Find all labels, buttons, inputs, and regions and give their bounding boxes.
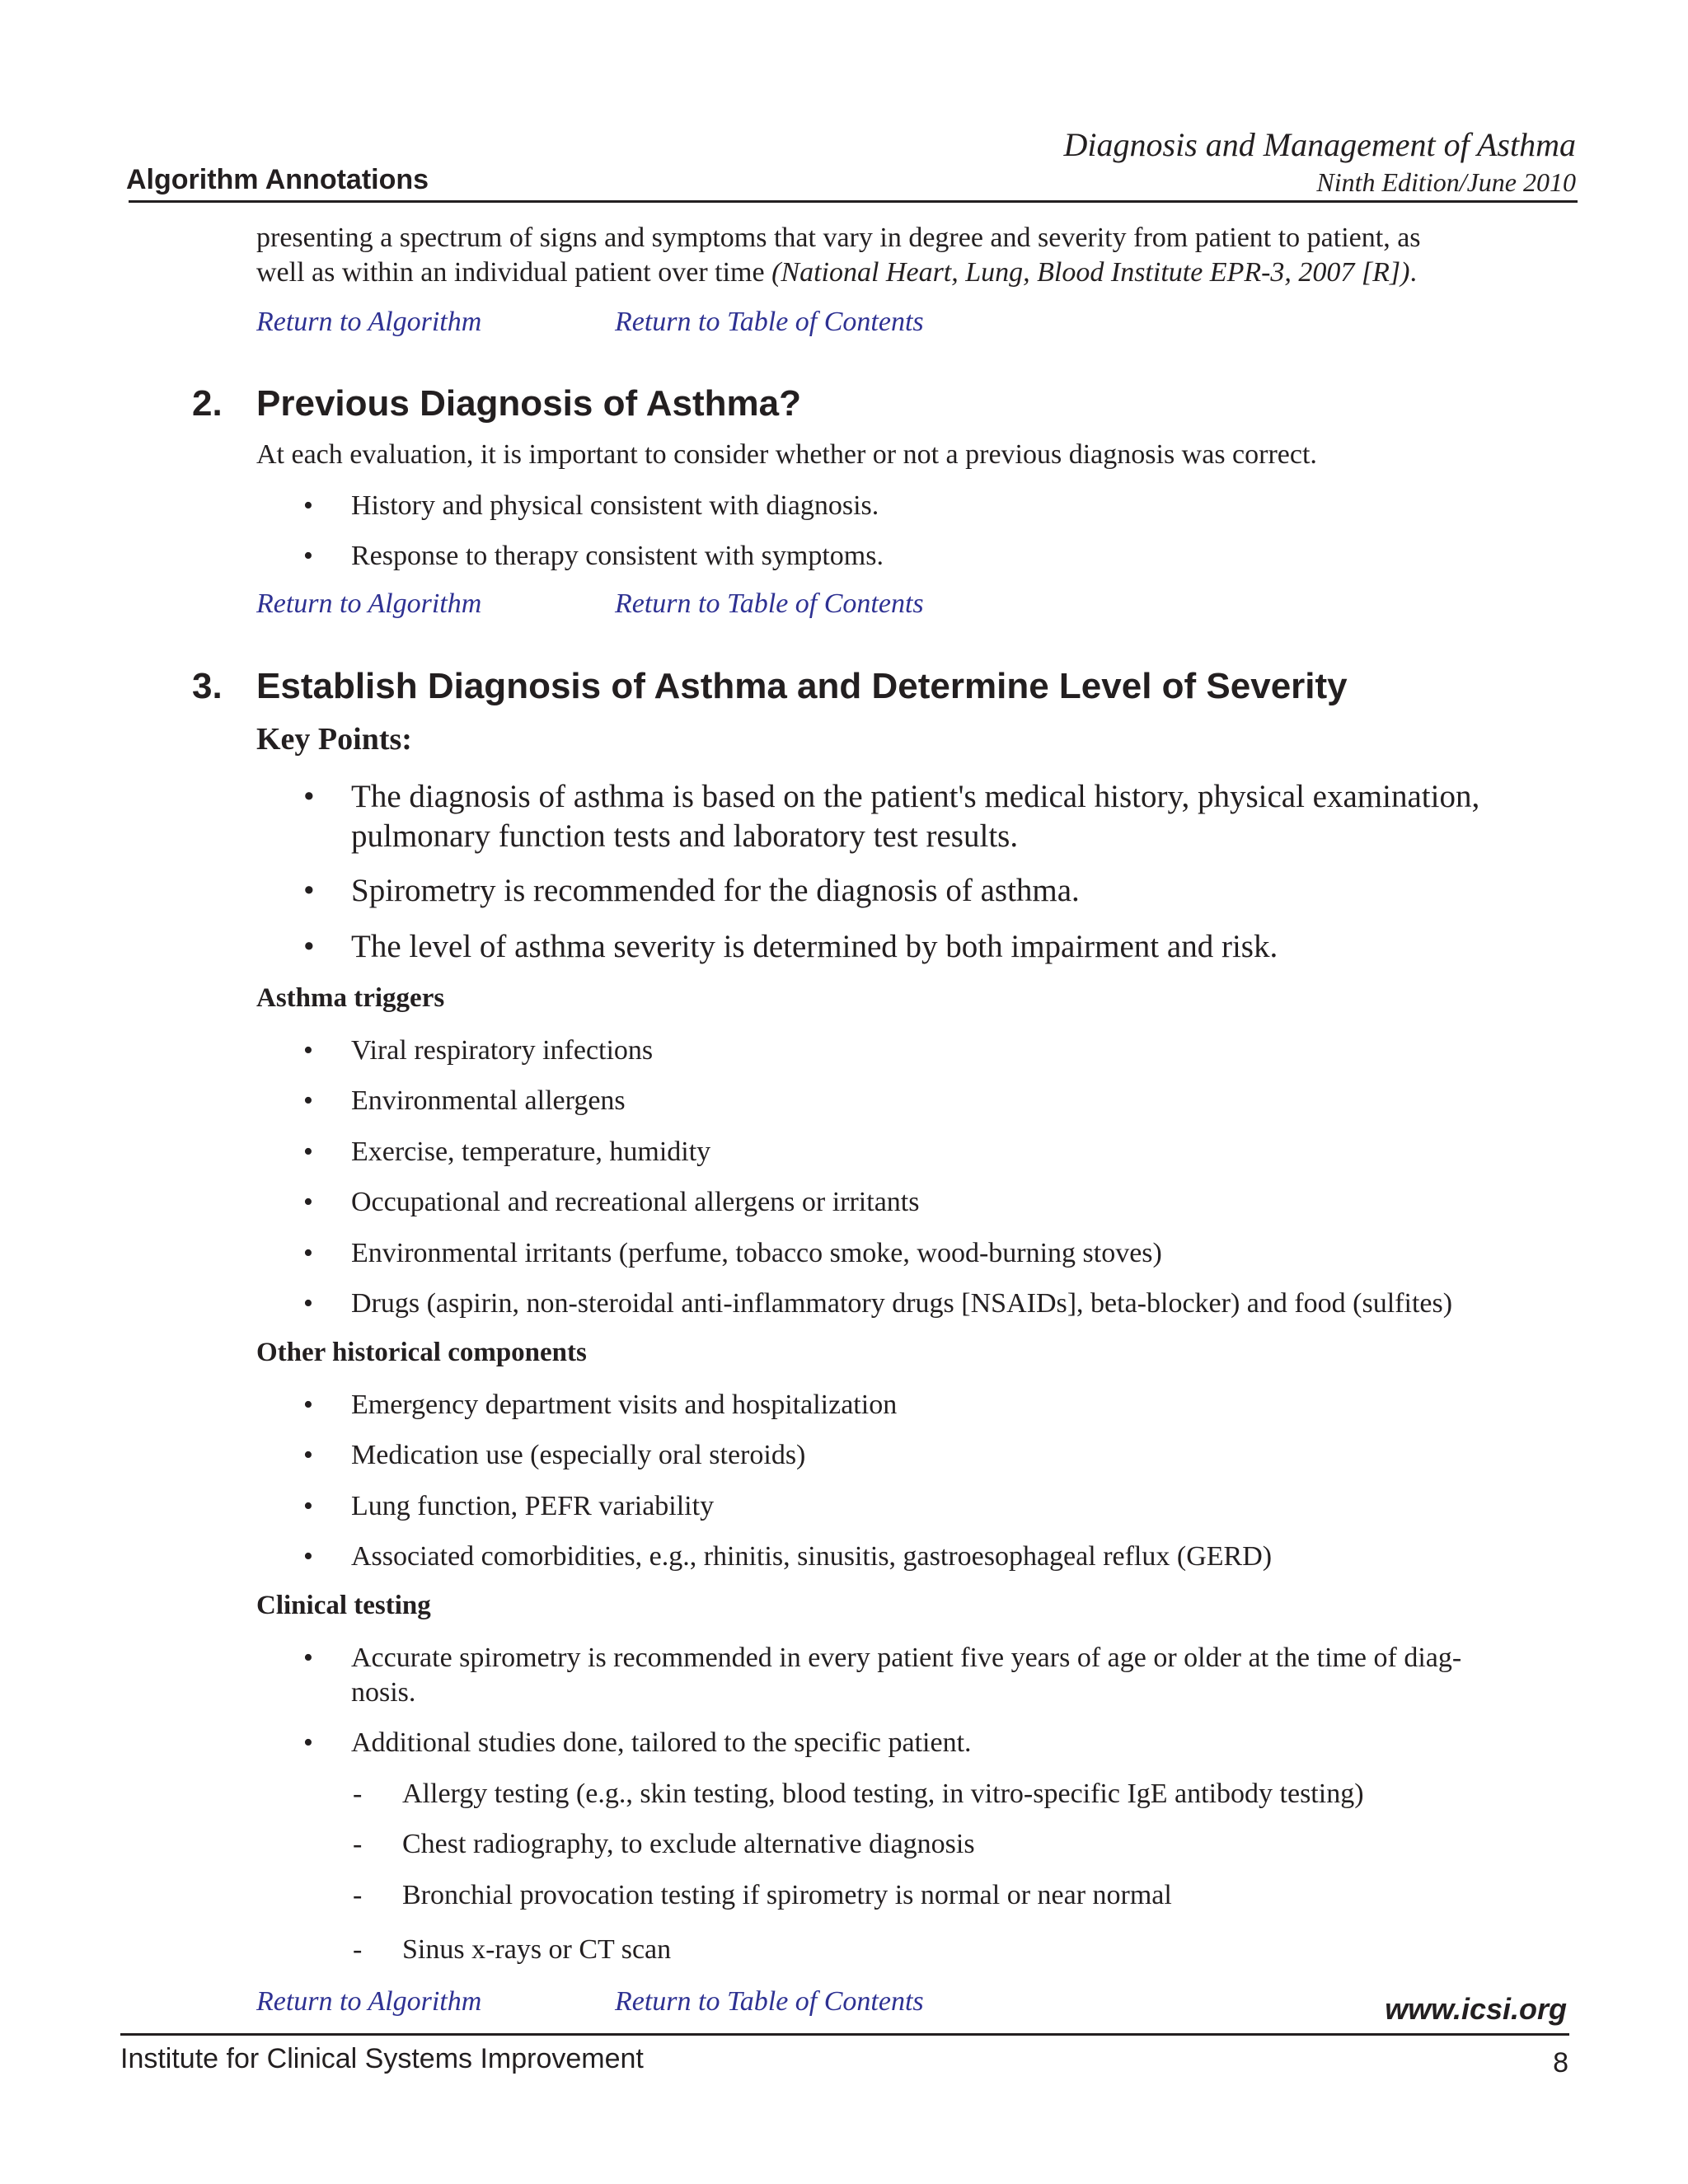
return-to-toc-link[interactable]: Return to Table of Contents (615, 588, 924, 619)
intro-line-2 (256, 255, 1417, 290)
list-item-text: Lung function, PEFR variability (351, 1491, 715, 1521)
section-3-number: 3. (192, 666, 223, 706)
list-item-text: Accurate spirometry is recommended in every patient five years of age or older at the time of diag- (351, 1643, 1462, 1673)
key-point-text: The diagnosis of asthma is based on the patient's medical history, physical examination, (351, 779, 1480, 814)
bullet-icon: • (303, 1390, 313, 1420)
list-item-text: Drugs (aspirin, non-steroidal anti-inflammatory drugs [NSAIDs], beta-blocker) and food (sulfites) (351, 1288, 1453, 1319)
footer-rule (120, 2033, 1569, 2036)
section-2-number: 2. (192, 383, 223, 424)
list-item-text: Environmental allergens (351, 1085, 626, 1116)
section-label: Algorithm Annotations (126, 164, 429, 195)
dash-icon: - (353, 1779, 363, 1809)
intro-text: well as within an individual patient over time (256, 257, 772, 288)
bullet-icon: • (303, 541, 313, 571)
list-item-text: Environmental irritants (perfume, tobacco smoke, wood-burning stoves) (351, 1238, 1162, 1268)
list-item-text: nosis. (351, 1677, 416, 1708)
section-3-title: Establish Diagnosis of Asthma and Determine Level of Severity (256, 666, 1348, 706)
list-item-text: Occupational and recreational allergens or irritants (351, 1187, 920, 1217)
citation: (National Heart, Lung, Blood Institute EPR-3, 2007 [R]) (771, 257, 1410, 288)
triggers-heading: Asthma triggers (256, 983, 445, 1013)
section-2-title: Previous Diagnosis of Asthma? (256, 383, 801, 424)
bullet-icon: • (303, 929, 315, 964)
section-2-intro: At each evaluation, it is important to consider whether or not a previous diagnosis was correct. (256, 439, 1317, 470)
bullet-icon: • (303, 779, 315, 814)
bullet-icon: • (303, 1440, 313, 1470)
list-item-text: Emergency department visits and hospitalization (351, 1390, 898, 1420)
key-points-heading: Key Points: (256, 722, 412, 757)
bullet-icon: • (303, 1643, 313, 1673)
dash-icon: - (353, 1829, 363, 1859)
list-item-text: History and physical consistent with diagnosis. (351, 490, 879, 521)
document-title: Diagnosis and Management of Asthma (1063, 126, 1576, 163)
sub-list-item-text: Chest radiography, to exclude alternative diagnosis (402, 1829, 975, 1859)
bullet-icon: • (303, 1491, 313, 1521)
list-item-text: Exercise, temperature, humidity (351, 1137, 711, 1167)
sub-list-item-text: Sinus x-rays or CT scan (402, 1934, 672, 1965)
key-point-text: Spirometry is recommended for the diagnosis of asthma. (351, 873, 1080, 908)
bullet-icon: • (303, 490, 313, 521)
sub-list-item-text: Allergy testing (e.g., skin testing, blood testing, in vitro-specific IgE antibody testing) (402, 1779, 1364, 1809)
return-to-toc-link[interactable]: Return to Table of Contents (615, 307, 924, 337)
dash-icon: - (353, 1880, 363, 1910)
list-item-text: Associated comorbidities, e.g., rhinitis, sinusitis, gastroesophageal reflux (GERD) (351, 1541, 1273, 1572)
institute-name: Institute for Clinical Systems Improvement (120, 2043, 644, 2074)
key-point-text: The level of asthma severity is determined by both impairment and risk. (351, 929, 1278, 964)
bullet-icon: • (303, 1187, 313, 1217)
return-to-toc-link[interactable]: Return to Table of Contents (615, 1986, 924, 2017)
intro-period: . (1409, 257, 1417, 288)
key-point-text: pulmonary function tests and laboratory test results. (351, 818, 1019, 854)
website-link[interactable]: www.icsi.org (1385, 1992, 1567, 2026)
return-to-algorithm-link[interactable]: Return to Algorithm (256, 307, 482, 337)
bullet-icon: • (303, 1238, 313, 1268)
clinical-heading: Clinical testing (256, 1591, 431, 1620)
page-number: 8 (1553, 2047, 1568, 2079)
list-item-text: Medication use (especially oral steroids) (351, 1440, 806, 1470)
historical-heading: Other historical components (256, 1338, 587, 1367)
bullet-icon: • (303, 1288, 313, 1319)
dash-icon: - (353, 1934, 363, 1965)
list-item-text: Response to therapy consistent with symptoms. (351, 541, 884, 571)
edition-label: Ninth Edition/June 2010 (1316, 167, 1576, 197)
intro-line-1: presenting a spectrum of signs and symptoms that vary in degree and severity from patient to patient, as (256, 223, 1421, 253)
bullet-icon: • (303, 1541, 313, 1572)
bullet-icon: • (303, 1727, 313, 1758)
return-to-algorithm-link[interactable]: Return to Algorithm (256, 1986, 482, 2017)
list-item-text: Viral respiratory infections (351, 1035, 654, 1066)
list-item-text: Additional studies done, tailored to the specific patient. (351, 1727, 972, 1758)
return-to-algorithm-link[interactable]: Return to Algorithm (256, 588, 482, 619)
header-rule (129, 200, 1578, 203)
bullet-icon: • (303, 1035, 313, 1066)
sub-list-item-text: Bronchial provocation testing if spirometry is normal or near normal (402, 1880, 1172, 1910)
bullet-icon: • (303, 1085, 313, 1116)
bullet-icon: • (303, 873, 315, 908)
bullet-icon: • (303, 1137, 313, 1167)
